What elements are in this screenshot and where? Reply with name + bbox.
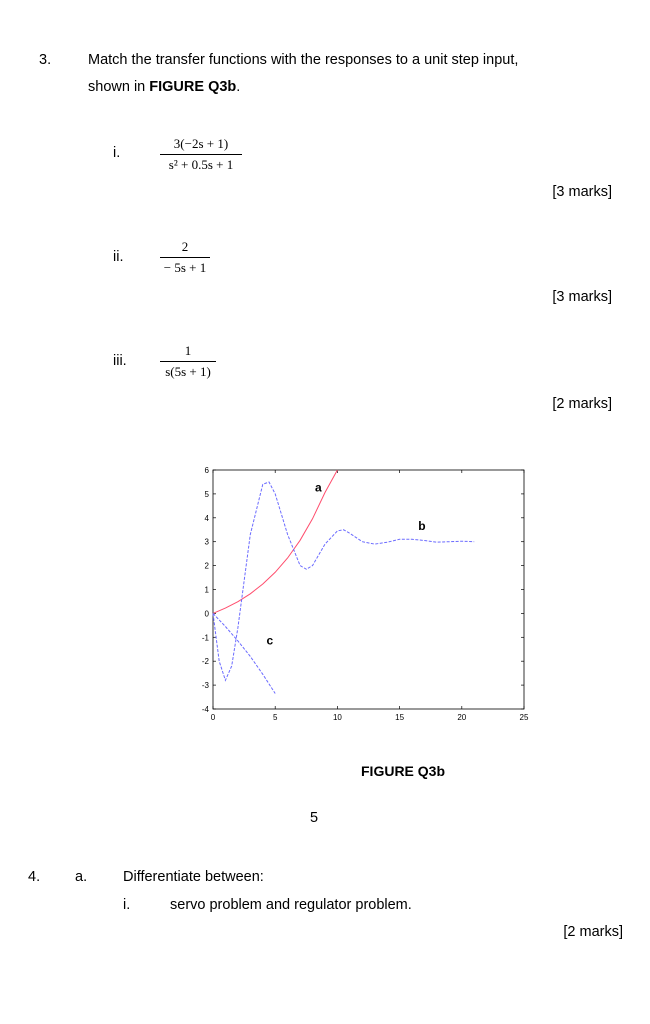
series-line-b xyxy=(213,482,474,680)
item-label: iii. xyxy=(113,353,127,369)
plot-frame xyxy=(213,470,524,709)
sub-item-text: servo problem and regulator problem. xyxy=(170,897,412,913)
question-number: 3. xyxy=(39,52,52,68)
x-tick-label: 0 xyxy=(210,713,216,722)
question-text-line1: Match the transfer functions with the responses to a unit step input, xyxy=(88,52,519,68)
figure-reference: FIGURE Q3b xyxy=(149,79,237,95)
question-number: 4. xyxy=(28,869,41,885)
curve-label-c: c xyxy=(266,633,274,648)
y-tick-label: -2 xyxy=(201,657,209,667)
y-tick-label: 1 xyxy=(204,585,209,595)
marks-i: [3 marks] xyxy=(552,184,612,200)
x-tick-label: 20 xyxy=(457,713,467,722)
marks-4a: [2 marks] xyxy=(563,924,623,940)
x-tick-label: 25 xyxy=(519,713,529,722)
x-tick-label: 15 xyxy=(395,713,405,722)
figure-caption: FIGURE Q3b xyxy=(361,763,446,779)
numerator: 2 xyxy=(181,239,189,254)
y-tick-label: -4 xyxy=(201,705,209,714)
y-tick-label: 0 xyxy=(204,609,209,619)
part-label: a. xyxy=(75,869,88,885)
x-tick-label: 10 xyxy=(332,713,342,722)
item-label: ii. xyxy=(113,249,124,265)
marks-iii: [2 marks] xyxy=(552,396,612,412)
denominator: s² + 0.5s + 1 xyxy=(168,157,234,172)
marks-ii: [3 marks] xyxy=(552,289,612,305)
sub-item-label: i. xyxy=(123,897,131,913)
y-tick-label: -1 xyxy=(201,633,209,643)
transfer-function-ii xyxy=(160,239,210,276)
numerator: 1 xyxy=(184,343,192,358)
part-prompt: Differentiate between: xyxy=(123,869,264,885)
y-tick-label: 4 xyxy=(204,513,209,523)
item-label: i. xyxy=(113,145,121,161)
fraction-bar xyxy=(160,154,242,155)
y-tick-label: 3 xyxy=(204,537,209,547)
y-tick-label: 2 xyxy=(204,561,209,571)
denominator: s(5s + 1) xyxy=(165,364,211,379)
fraction-bar xyxy=(160,257,210,258)
step-response-chart xyxy=(190,462,540,737)
y-tick-label: 5 xyxy=(204,489,209,499)
question-text-line2: shown in FIGURE Q3b. xyxy=(88,79,241,95)
numerator: 3(−2s + 1) xyxy=(173,136,229,151)
transfer-function-iii xyxy=(160,343,216,380)
denominator: − 5s + 1 xyxy=(163,260,207,275)
series-line-c xyxy=(213,613,275,693)
x-tick-label: 5 xyxy=(272,713,278,722)
curve-label-b: b xyxy=(418,518,426,533)
y-tick-label: 6 xyxy=(204,466,209,475)
transfer-function-i xyxy=(160,136,242,173)
curve-label-a: a xyxy=(315,480,322,495)
page-number: 5 xyxy=(310,810,319,826)
fraction-bar xyxy=(160,361,216,362)
y-tick-label: -3 xyxy=(201,681,209,691)
